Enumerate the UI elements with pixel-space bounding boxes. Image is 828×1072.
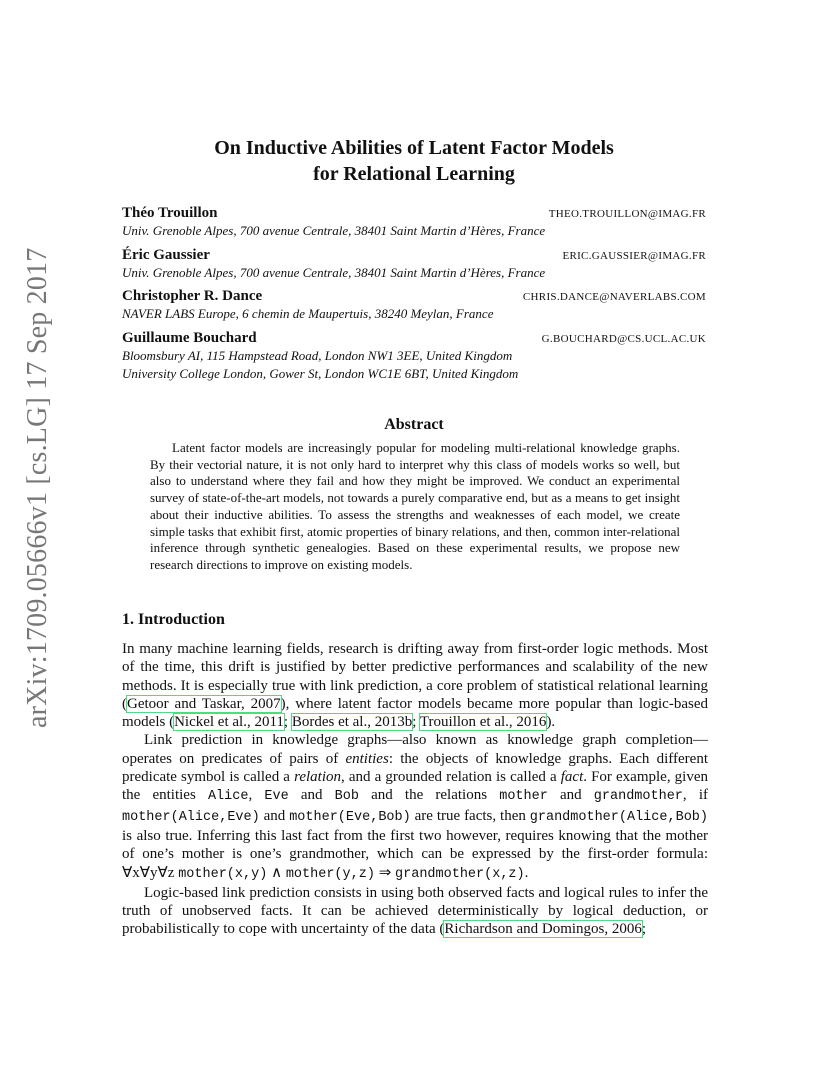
code-term: grandmother(x,z) — [395, 866, 525, 882]
text-run: . — [524, 864, 529, 881]
author-affiliation: Univ. Grenoble Alpes, 700 avenue Centrale, 38401 Saint Martin d’Hères, France — [122, 223, 546, 238]
text-run: ; — [412, 714, 420, 731]
body-text — [122, 640, 708, 939]
code-term: mother(y,z) — [285, 866, 375, 882]
code-term: Bob — [334, 789, 359, 805]
text-run: are true facts, then — [410, 807, 530, 824]
author-email[interactable]: ERIC.GAUSSIER@IMAG.FR — [562, 250, 706, 262]
author-name: Théo Trouillon — [122, 205, 218, 221]
text-run: ). — [546, 714, 556, 731]
code-term: mother(x,y) — [178, 866, 268, 882]
author-name: Éric Gaussier — [122, 247, 210, 263]
code-term: Alice — [207, 789, 249, 805]
author-email[interactable]: CHRIS.DANCE@NAVERLABS.COM — [522, 291, 706, 303]
text-run: : the objects of knowledge graphs. Each different predicate symbol is called a — [122, 750, 709, 786]
section-heading-introduction: 1. Introduction — [122, 611, 225, 628]
citation-link[interactable]: Nickel et al., 2011 — [174, 714, 284, 731]
citation-link[interactable]: Trouillon et al., 2016 — [419, 714, 547, 731]
author-affiliation: Univ. Grenoble Alpes, 700 avenue Centrale, 38401 Saint Martin d’Hères, France — [122, 265, 546, 280]
author-block-2 — [122, 247, 706, 282]
text-run: Logic-based link prediction consists in using both observed facts and logical rules to infer the truth of unobserved facts. It can be achieved deterministically by logical deduction, or probabilistically to cope with uncertainty of the data ( — [122, 884, 708, 938]
author-block-1 — [122, 205, 706, 240]
author-name: Christopher R. Dance — [122, 288, 263, 304]
citation-link[interactable]: Getoor and Taskar, 2007 — [127, 695, 281, 712]
code-term: mother(Eve,Bob) — [289, 809, 411, 825]
paragraph-3 — [122, 884, 708, 939]
code-term: mother(Alice,Eve) — [122, 809, 260, 825]
code-term: grandmother — [593, 789, 683, 805]
code-term: grandmother(Alice,Bob) — [529, 809, 708, 825]
emphasis: relation — [294, 769, 342, 786]
text-run: . For example, given the entities — [122, 769, 708, 804]
text-run: and — [547, 787, 594, 804]
paper-title — [0, 135, 828, 187]
code-term: Eve — [264, 789, 289, 805]
text-run: , if — [682, 787, 708, 804]
code-term: mother — [499, 789, 548, 805]
text-run: ; — [283, 714, 292, 731]
text-run: ∧ — [267, 864, 286, 881]
paragraph-2 — [122, 731, 708, 883]
title-line-2: for Relational Learning — [313, 163, 515, 185]
abstract-heading: Abstract — [384, 416, 444, 433]
emphasis: fact — [560, 769, 584, 786]
citation-link[interactable]: Richardson and Domingos, 2006 — [444, 921, 642, 938]
text-run: and the relations — [358, 787, 500, 804]
arxiv-sidebar-stamp: arXiv:1709.05666v1 [cs.LG] 17 Sep 2017 — [22, 247, 53, 728]
author-email[interactable]: THEO.TROUILLON@IMAG.FR — [548, 208, 706, 220]
author-affiliation: Bloomsbury AI, 115 Hampstead Road, London NW1 3EE, United Kingdom — [122, 348, 513, 363]
author-email[interactable]: G.BOUCHARD@CS.UCL.AC.UK — [541, 333, 706, 345]
text-run: , — [248, 787, 265, 804]
title-line-1: On Inductive Abilities of Latent Factor Models — [214, 137, 614, 159]
emphasis: entities — [345, 750, 389, 767]
text-run: Link prediction in knowledge graphs—also known as knowledge graph completion—operates on predicates of pairs of — [122, 732, 708, 767]
paragraph-1 — [122, 640, 708, 731]
text-run: In many machine learning fields, research is drifting away from first-order logic methods. Most of the time, this drift is justified by better predictive performances and scalability of the new methods. It is especially true with link prediction, a core problem of statistical relational learning ( — [122, 641, 708, 712]
author-affiliation: NAVER LABS Europe, 6 chemin de Maupertuis, 38240 Meylan, France — [122, 306, 494, 321]
author-affiliation: University College London, Gower St, London WC1E 6BT, United Kingdom — [122, 366, 519, 381]
text-run: and — [288, 787, 335, 804]
text-run: ⇒ — [374, 864, 396, 881]
citation-link[interactable]: Bordes et al., 2013b — [291, 714, 413, 731]
author-block-3 — [122, 288, 706, 323]
text-run: ), where latent factor models became more popular than logic-based models ( — [122, 695, 708, 731]
text-run: is also true. Inferring this last fact from the first two however, requires knowing that the mother of one’s mother is one’s grandmother, which can be expressed by the first-order formula: ∀x∀y∀z — [122, 827, 708, 881]
text-run: ; — [641, 921, 647, 938]
author-block-4 — [122, 330, 706, 383]
abstract-text: Latent factor models are increasingly popular for modeling multi-relational knowledge graphs. By their vectorial nature, it is not only hard to interpret why this class of models works so well, but also to understand where they fail and how they might be improved. We conduct an experimental survey of state-of-the-art models, not towards a purely comparative end, but as a means to get insight about their inductive abilities. To assess the strengths and weaknesses of each model, we create simple tasks that exhibit first, atomic properties of binary relations, and then, common inter-relational inference through synthetic genealogies. Based on these experimental results, we propose new research directions to improve on existing models. — [150, 440, 680, 572]
author-name: Guillaume Bouchard — [122, 330, 257, 346]
text-run: and — [259, 807, 290, 824]
text-run: , and a grounded relation is called a — [341, 769, 561, 786]
